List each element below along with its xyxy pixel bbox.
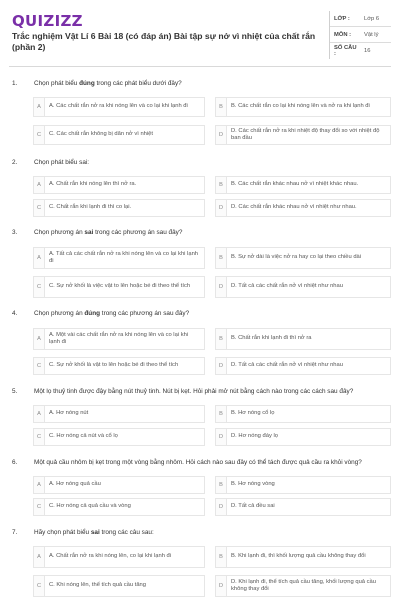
option-letter: A: [34, 477, 45, 493]
answer-option-b[interactable]: [215, 247, 391, 269]
option-letter: B: [216, 248, 227, 268]
option-letter: C: [34, 358, 45, 374]
meta-row-question-count: [330, 43, 391, 59]
question-text: Một lọ thuỷ tinh được đậy bằng nút thuỷ tinh. Nút bị kẹt. Hỏi phải mở nút bằng cách nào trong các cách sau đây?: [34, 388, 354, 395]
answer-option-c[interactable]: [33, 199, 205, 217]
option-text: D. Hơ nóng đáy lọ: [231, 433, 278, 440]
option-letter: C: [34, 499, 45, 515]
option-text: C. Các chất rắn không bị dãn nở vì nhiệt: [49, 131, 154, 138]
option-letter: D: [216, 358, 227, 374]
option-text: C. Hơ nóng cả nút và cổ lọ: [49, 433, 118, 440]
option-text: B. Khi lạnh đi, thì khối lượng quả cầu không thay đổi: [231, 553, 366, 560]
option-text: D. Tất cả các chất rắn nở vì nhiệt như nhau: [231, 283, 343, 290]
option-text: C. Khi nóng lên, thể tích quả cầu tăng: [49, 582, 147, 589]
question-number: 4.: [12, 310, 18, 317]
worksheet-meta-table: [329, 11, 391, 59]
answer-option-c[interactable]: [33, 575, 205, 597]
option-letter: C: [34, 200, 45, 216]
option-letter: B: [216, 177, 227, 193]
option-letter: A: [34, 177, 45, 193]
meta-value: 16: [364, 48, 371, 54]
option-text: B. Sự nở dài là việc nở ra hay co lại theo chiều dài: [231, 254, 362, 261]
answer-option-b[interactable]: [215, 176, 391, 194]
option-text: D. Tất cả các chất rắn nở vì nhiệt như nhau: [231, 362, 343, 369]
option-letter: A: [34, 248, 45, 268]
meta-label: MÔN :: [334, 31, 352, 38]
option-text: A. Hơ nóng nút: [49, 410, 89, 417]
answer-option-a[interactable]: [33, 247, 205, 269]
option-text: A. Hơ nóng quả cầu: [49, 481, 101, 488]
answer-option-c[interactable]: [33, 125, 205, 145]
answer-option-b[interactable]: [215, 97, 391, 117]
answer-option-a[interactable]: [33, 328, 205, 350]
answer-option-d[interactable]: [215, 428, 391, 446]
option-letter: C: [34, 277, 45, 297]
answer-option-c[interactable]: [33, 428, 205, 446]
answer-option-d[interactable]: [215, 357, 391, 375]
option-letter: A: [34, 98, 45, 116]
answer-option-d[interactable]: [215, 276, 391, 298]
option-letter: B: [216, 477, 227, 493]
option-text: D. Các chất rắn nở ra khi nhiệt độ thay đổi so với nhiệt độ ban đầu: [231, 127, 380, 141]
answer-option-d[interactable]: [215, 575, 391, 597]
option-text: B. Các chất rắn co lại khi nóng lên và nở ra khi lạnh đi: [231, 103, 370, 110]
answer-option-a[interactable]: [33, 546, 205, 568]
question-text: Một quả cầu nhôm bị kẹt trong một vòng bằng nhôm. Hỏi cách nào sau đây có thể tách được quả cầu ra khỏi vòng?: [34, 459, 362, 466]
option-text: A. Chất rắn khi nóng lên thì nở ra.: [49, 181, 137, 188]
option-text: B. Chất rắn khi lạnh đi thì nở ra: [231, 335, 312, 342]
header-divider: [9, 66, 391, 67]
option-text: D. Tất cả đều sai: [231, 503, 275, 510]
answer-option-d[interactable]: [215, 498, 391, 516]
option-text: B. Các chất rắn khác nhau nở vì nhiệt khác nhau.: [231, 181, 359, 188]
option-letter: C: [34, 126, 45, 144]
option-text: A. Một vài các chất rắn nở ra khi nóng lên và co lại khi lạnh đi: [49, 331, 189, 345]
question-text: Hãy chọn phát biểu sai trong các câu sau:: [34, 529, 154, 536]
question-number: 3.: [12, 229, 18, 236]
option-letter: B: [216, 98, 227, 116]
option-letter: D: [216, 277, 227, 297]
question-text: Chọn phương án sai trong các phương án sau đây?: [34, 229, 183, 236]
question-number: 2.: [12, 159, 18, 166]
option-text: B. Hơ nóng vòng: [231, 481, 275, 488]
meta-label: SỐ CÂU :: [334, 45, 357, 57]
page-title: Trắc nghiệm Vật Lí 6 Bài 18 (có đáp án) Bài tập sự nở vì nhiệt của chất rắn (phần 2): [12, 31, 316, 52]
meta-row-subject: [330, 27, 391, 43]
option-letter: D: [216, 576, 227, 596]
option-text: A. Các chất rắn nở ra khi nóng lên và co lại khi lạnh đi: [49, 103, 188, 110]
question-text: Chọn phát biểu đúng trong các phát biểu dưới đây?: [34, 80, 182, 87]
meta-value: Lớp 6: [364, 15, 380, 22]
option-text: C. Sự nở khối là vật to lên hoặc bé đi theo thể tích: [49, 362, 179, 369]
option-letter: D: [216, 429, 227, 445]
option-letter: A: [34, 329, 45, 349]
answer-option-d[interactable]: [215, 125, 391, 145]
answer-option-a[interactable]: [33, 405, 205, 423]
option-letter: B: [216, 329, 227, 349]
question-text: Chọn phát biểu sai:: [34, 159, 90, 166]
answer-option-b[interactable]: [215, 405, 391, 423]
answer-option-a[interactable]: [33, 176, 205, 194]
answer-option-c[interactable]: [33, 498, 205, 516]
meta-row-class: [330, 11, 391, 27]
option-letter: C: [34, 576, 45, 596]
option-text: C. Hơ nóng cả quả cầu và vòng: [49, 503, 131, 510]
option-text: C. Sự nở khối là việc vật to lên hoặc bé đi theo thể tích: [49, 283, 191, 290]
option-text: C. Chất rắn khi lạnh đi thì co lại.: [49, 204, 132, 211]
answer-option-b[interactable]: [215, 328, 391, 350]
option-letter: D: [216, 126, 227, 144]
meta-label: LỚP :: [334, 15, 350, 22]
answer-option-d[interactable]: [215, 199, 391, 217]
option-letter: B: [216, 406, 227, 422]
option-text: A. Chất rắn nở ra khi nóng lên, co lại khi lạnh đi: [49, 553, 172, 560]
option-text: A. Tất cả các chất rắn nở ra khi nóng lên và co lại khi lạnh đi: [49, 250, 199, 264]
option-text: D. Khi lạnh đi, thể tích quả cầu tăng, khối lượng quả cầu không thay đổi: [231, 578, 376, 592]
answer-option-c[interactable]: [33, 276, 205, 298]
option-letter: D: [216, 200, 227, 216]
answer-option-c[interactable]: [33, 357, 205, 375]
answer-option-a[interactable]: [33, 476, 205, 494]
worksheet-header: [0, 0, 400, 62]
meta-value: Vật lý: [364, 31, 379, 38]
question-text: Chọn phương án đúng trong các phương án sau đây?: [34, 310, 190, 317]
option-letter: C: [34, 429, 45, 445]
option-letter: D: [216, 499, 227, 515]
question-number: 6.: [12, 459, 18, 466]
answer-option-a[interactable]: [33, 97, 205, 117]
option-letter: A: [34, 547, 45, 567]
answer-option-b[interactable]: [215, 476, 391, 494]
option-letter: B: [216, 547, 227, 567]
question-number: 5.: [12, 388, 18, 395]
answer-option-b[interactable]: [215, 546, 391, 568]
question-number: 7.: [12, 529, 18, 536]
question-number: 1.: [12, 80, 18, 87]
option-letter: A: [34, 406, 45, 422]
option-text: D. Các chất rắn khác nhau nở vì nhiệt như nhau.: [231, 204, 357, 211]
quizizz-logo: QUIZIZZ: [12, 12, 83, 30]
option-text: B. Hơ nóng cổ lọ: [231, 410, 275, 417]
